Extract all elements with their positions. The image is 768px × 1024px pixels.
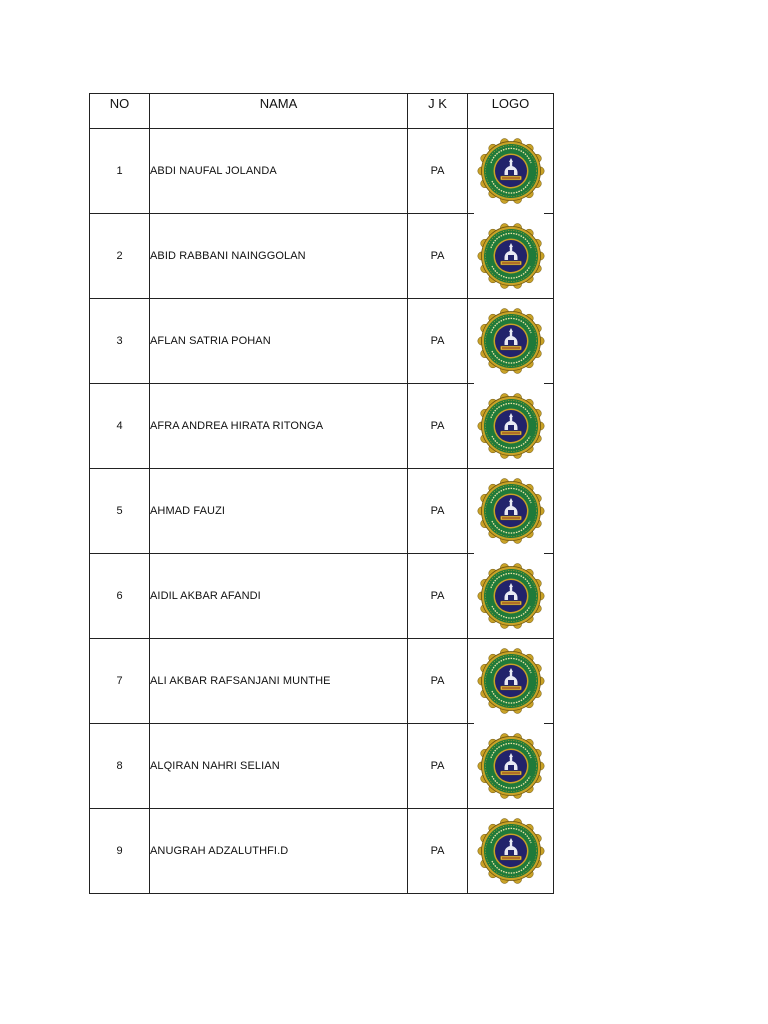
table-row — [90, 469, 554, 554]
gender-code: PA — [408, 129, 468, 214]
student-name: AIDIL AKBAR AFANDI — [150, 554, 408, 639]
row-number: 1 — [90, 129, 150, 214]
student-name: ALI AKBAR RAFSANJANI MUNTHE — [150, 639, 408, 724]
header-jk: J K — [408, 94, 468, 129]
school-emblem-icon — [477, 307, 545, 375]
logo-cell — [468, 384, 554, 469]
row-number: 8 — [90, 724, 150, 809]
row-number: 2 — [90, 214, 150, 299]
gender-code: PA — [408, 809, 468, 894]
gender-code: PA — [408, 299, 468, 384]
school-emblem-icon — [477, 562, 545, 630]
header-no: NO — [90, 94, 150, 129]
logo-cell — [468, 129, 554, 214]
row-number: 5 — [90, 469, 150, 554]
logo-cell — [468, 299, 554, 384]
school-emblem-icon — [477, 732, 545, 800]
school-emblem-icon — [477, 392, 545, 460]
header-logo: LOGO — [468, 94, 554, 129]
school-emblem-icon — [477, 137, 545, 205]
student-name: AFLAN SATRIA POHAN — [150, 299, 408, 384]
table-body — [90, 129, 554, 894]
row-number: 9 — [90, 809, 150, 894]
table-header-row — [90, 94, 554, 129]
row-number: 6 — [90, 554, 150, 639]
table-row — [90, 724, 554, 809]
student-name: AHMAD FAUZI — [150, 469, 408, 554]
gender-code: PA — [408, 639, 468, 724]
logo-cell — [468, 724, 554, 809]
table-row — [90, 214, 554, 299]
student-name: AFRA ANDREA HIRATA RITONGA — [150, 384, 408, 469]
logo-cell — [468, 639, 554, 724]
school-emblem-icon — [477, 647, 545, 715]
table-row — [90, 299, 554, 384]
row-number: 7 — [90, 639, 150, 724]
table-row — [90, 384, 554, 469]
gender-code: PA — [408, 469, 468, 554]
row-number: 4 — [90, 384, 150, 469]
header-nama: NAMA — [150, 94, 408, 129]
logo-cell — [468, 214, 554, 299]
row-number: 3 — [90, 299, 150, 384]
table-row — [90, 639, 554, 724]
gender-code: PA — [408, 384, 468, 469]
gender-code: PA — [408, 724, 468, 809]
table-row — [90, 129, 554, 214]
school-emblem-icon — [477, 817, 545, 885]
logo-cell — [468, 809, 554, 894]
student-roster-table — [89, 93, 554, 894]
logo-cell — [468, 469, 554, 554]
school-emblem-icon — [477, 222, 545, 290]
student-name: ALQIRAN NAHRI SELIAN — [150, 724, 408, 809]
logo-cell — [468, 554, 554, 639]
student-name: ANUGRAH ADZALUTHFI.D — [150, 809, 408, 894]
student-name: ABDI NAUFAL JOLANDA — [150, 129, 408, 214]
gender-code: PA — [408, 554, 468, 639]
school-emblem-icon — [477, 477, 545, 545]
table-row — [90, 554, 554, 639]
student-name: ABID RABBANI NAINGGOLAN — [150, 214, 408, 299]
gender-code: PA — [408, 214, 468, 299]
table-row — [90, 809, 554, 894]
